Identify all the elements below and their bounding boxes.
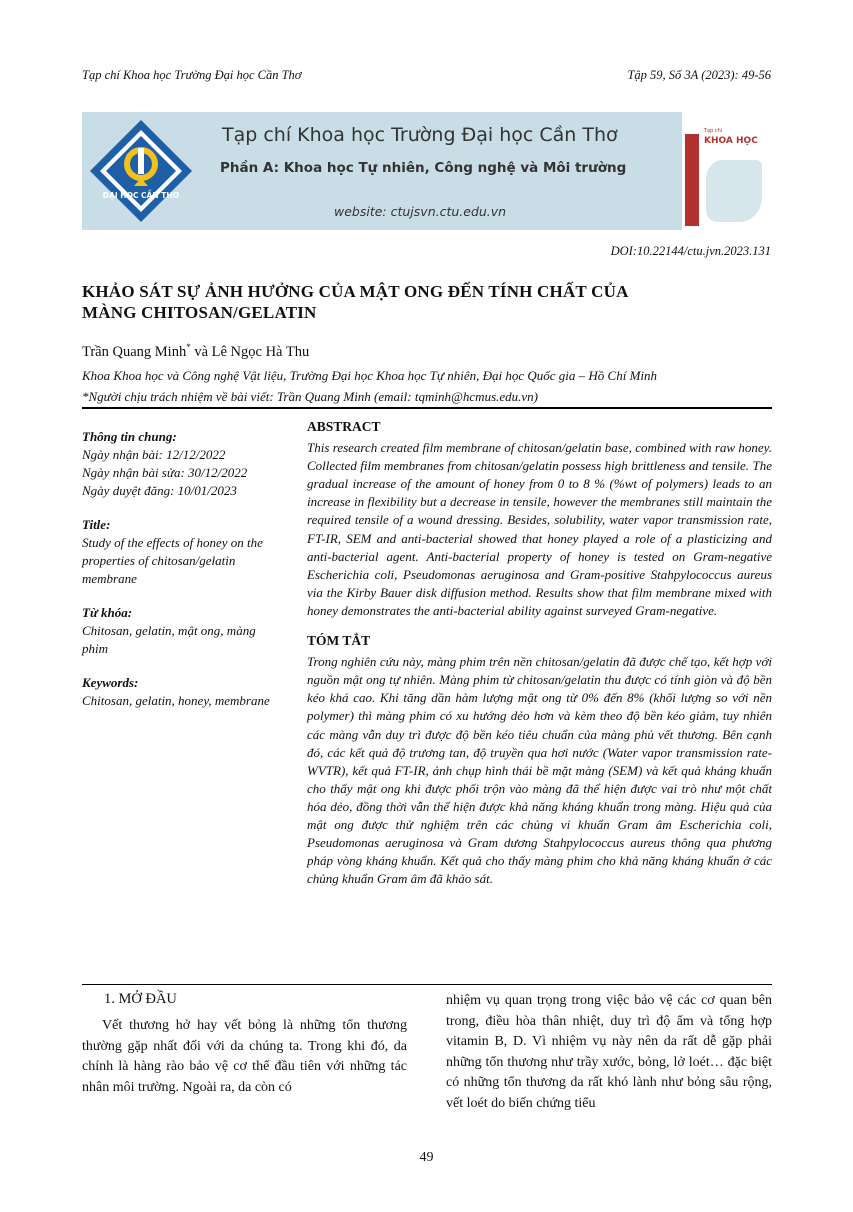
affiliation: Khoa Khoa học và Công nghệ Vật liệu, Trường Đại học Khoa học Tự nhiên, Đại học Quốc gia – Hồ Chí Minh xyxy=(82,368,658,383)
cover-map-image xyxy=(706,160,762,222)
article-title xyxy=(82,281,772,323)
english-title-value: Study of the effects of honey on the properties of chitosan/gelatin membrane xyxy=(82,535,263,586)
corresponding-author: *Người chịu trách nhiệm về bài viết: Trần Quang Minh (email: tqminh@hcmus.edu.vn) xyxy=(82,389,538,404)
running-header-volume: Tập 59, Số 3A (2023): 49-56 xyxy=(627,68,771,82)
english-title-block xyxy=(82,516,282,588)
english-title-heading: Title: xyxy=(82,517,111,532)
cover-title: KHOA HỌC xyxy=(704,136,758,146)
cover-stripe xyxy=(685,134,699,226)
running-header-journal: Tạp chí Khoa học Trường Đại học Cần Thơ xyxy=(82,68,302,82)
keywords-vi-value: Chitosan, gelatin, mật ong, màng phim xyxy=(82,623,256,656)
page-number: 49 xyxy=(419,1150,434,1165)
university-logo-icon xyxy=(88,118,194,224)
header-divider xyxy=(82,407,772,409)
body-divider xyxy=(82,984,772,985)
article-title-line-2: MÀNG CHITOSAN/GELATIN xyxy=(82,303,317,322)
summary-text: Trong nghiên cứu này, màng phim trên nền chitosan/gelatin đã được chế tạo, kết hợp với nguồn mật ong tự nhiên. Màng phim từ chitosan/gelatin thu được có tính giòn và độ bền kéo khá cao. Khi tăng dần hàm lượng mật ong từ 0% đến 8% (khối lượng so với nền polymer) thì màng phim có xu hướng dẻo hơn và kèm theo độ bền kéo giảm, tuy nhiên các màng vẫn duy trì được độ bền kéo tiêu chuẩn của màng phủ vết thương. Bên cạnh đó, các kết quả độ trương tan, độ truyền qua hơi nước (Water vapor transmission rate-WVTR), kết quả FT-IR, ảnh chụp hình thái bề mặt màng (SEM) và kết quả kháng khuẩn cho thấy mật ong khi được phối trộn vào màng đã thể hiện được vai trò như một chất hóa dẻo, đồng thời vẫn thể hiện được khả năng kháng khuẩn trong màng. Hiệu quả của mật ong được thử nghiệm trên các chủng vi khuẩn Gram âm Escherichia coli, Pseudomonas aeruginosa và Gram dương Stahpylococcus aureus thông qua phương pháp vòng kháng khuẩn. Kết quả cho thấy màng phim cho khả năng kháng khuẩn ở các chủng khuẩn Gram âm đã khảo sát. xyxy=(307,654,772,887)
banner-subtitle: Phần A: Khoa học Tự nhiên, Công nghệ và Môi trường xyxy=(220,160,627,176)
accepted-date: Ngày duyệt đăng: 10/01/2023 xyxy=(82,483,237,498)
article-title-line-1: KHẢO SÁT SỰ ẢNH HƯỞNG CỦA MẬT ONG ĐẾN TÍNH CHẤT CỦA xyxy=(82,282,629,301)
article-info-column xyxy=(82,428,282,726)
logo-text: ĐẠI HỌC CẦN THƠ xyxy=(102,191,180,200)
abstract-heading: ABSTRACT xyxy=(307,419,381,434)
author-rest: và Lê Ngọc Hà Thu xyxy=(190,343,310,360)
section-heading-introduction: 1. MỞ ĐẦU xyxy=(104,991,177,1007)
general-info-heading: Thông tin chung: xyxy=(82,429,177,444)
keywords-en-value: Chitosan, gelatin, honey, membrane xyxy=(82,693,270,708)
cover-small-text: Tạp chí xyxy=(704,128,723,134)
corresponding-mark: * xyxy=(186,342,191,352)
received-date: Ngày nhận bài: 12/12/2022 xyxy=(82,447,226,462)
intro-paragraph-col1: Vết thương hở hay vết bỏng là những tổn thương thường gặp nhất đối với da chúng ta. Trong khi đó, da chính là hàng rào bảo vệ cơ thể đầu tiên với những tác nhân môi trường. Ngoài ra, da còn có xyxy=(82,1018,407,1095)
authors xyxy=(82,342,309,361)
revised-date: Ngày nhận bài sửa: 30/12/2022 xyxy=(82,465,248,480)
keywords-vi-block xyxy=(82,604,282,658)
doi[interactable]: DOI:10.22144/ctu.jvn.2023.131 xyxy=(610,244,771,258)
abstract-column xyxy=(307,418,772,888)
keywords-vi-heading: Từ khóa: xyxy=(82,605,133,620)
journal-banner xyxy=(82,112,772,230)
keywords-en-heading: Keywords: xyxy=(82,675,139,690)
journal-cover-thumbnail xyxy=(682,112,772,230)
banner-website: website: ctujsvn.ctu.edu.vn xyxy=(334,204,507,219)
banner-title: Tạp chí Khoa học Trường Đại học Cần Thơ xyxy=(222,124,618,146)
author-1: Trần Quang Minh xyxy=(82,343,187,360)
intro-paragraph-col2: nhiệm vụ quan trọng trong việc bảo vệ các cơ quan bên trong, điều hòa thân nhiệt, duy trì độ ẩm và tổng hợp vitamin B, D. Vì nhiệm vụ này nên da rất dễ gặp phải những tổn thương như trầy xước, bỏng, lở loét… đặc biệt có những tổn thương da rất khó lành như bỏng sâu rộng, vết loét do biến chứng tiểu xyxy=(446,993,772,1111)
abstract-text: This research created film membrane of chitosan/gelatin base, combined with raw honey. Collected film membranes from chitosan/gelatin possess high brittleness and tensile. The gradual increase of the amount of honey from 0 to 8 % (%wt of polymers) leads to an increase in flexibility but a decrease in tensile, however the membranes still maintain the required tensile of a wound dressing. Besides, solubility, water vapor transmission rate, FT-IR, SEM and anti-bacterial showed that honey played a role of a plasticizing and anti-bacterial agent. Anti-bacterial property of honey is tested on Gram-negative Escherichia coli, Pseudomonas aeruginosa and Gram-positive Stahpylococcus aureus via the Kirby Bauer disk diffusion method. Results show that film membrane mixed with honey demonstrates the anti-bacterial ability against surveyed Gram-negative. xyxy=(307,440,772,618)
general-info xyxy=(82,428,282,500)
summary-heading: TÓM TẮT xyxy=(307,633,371,649)
keywords-en-block xyxy=(82,674,282,710)
